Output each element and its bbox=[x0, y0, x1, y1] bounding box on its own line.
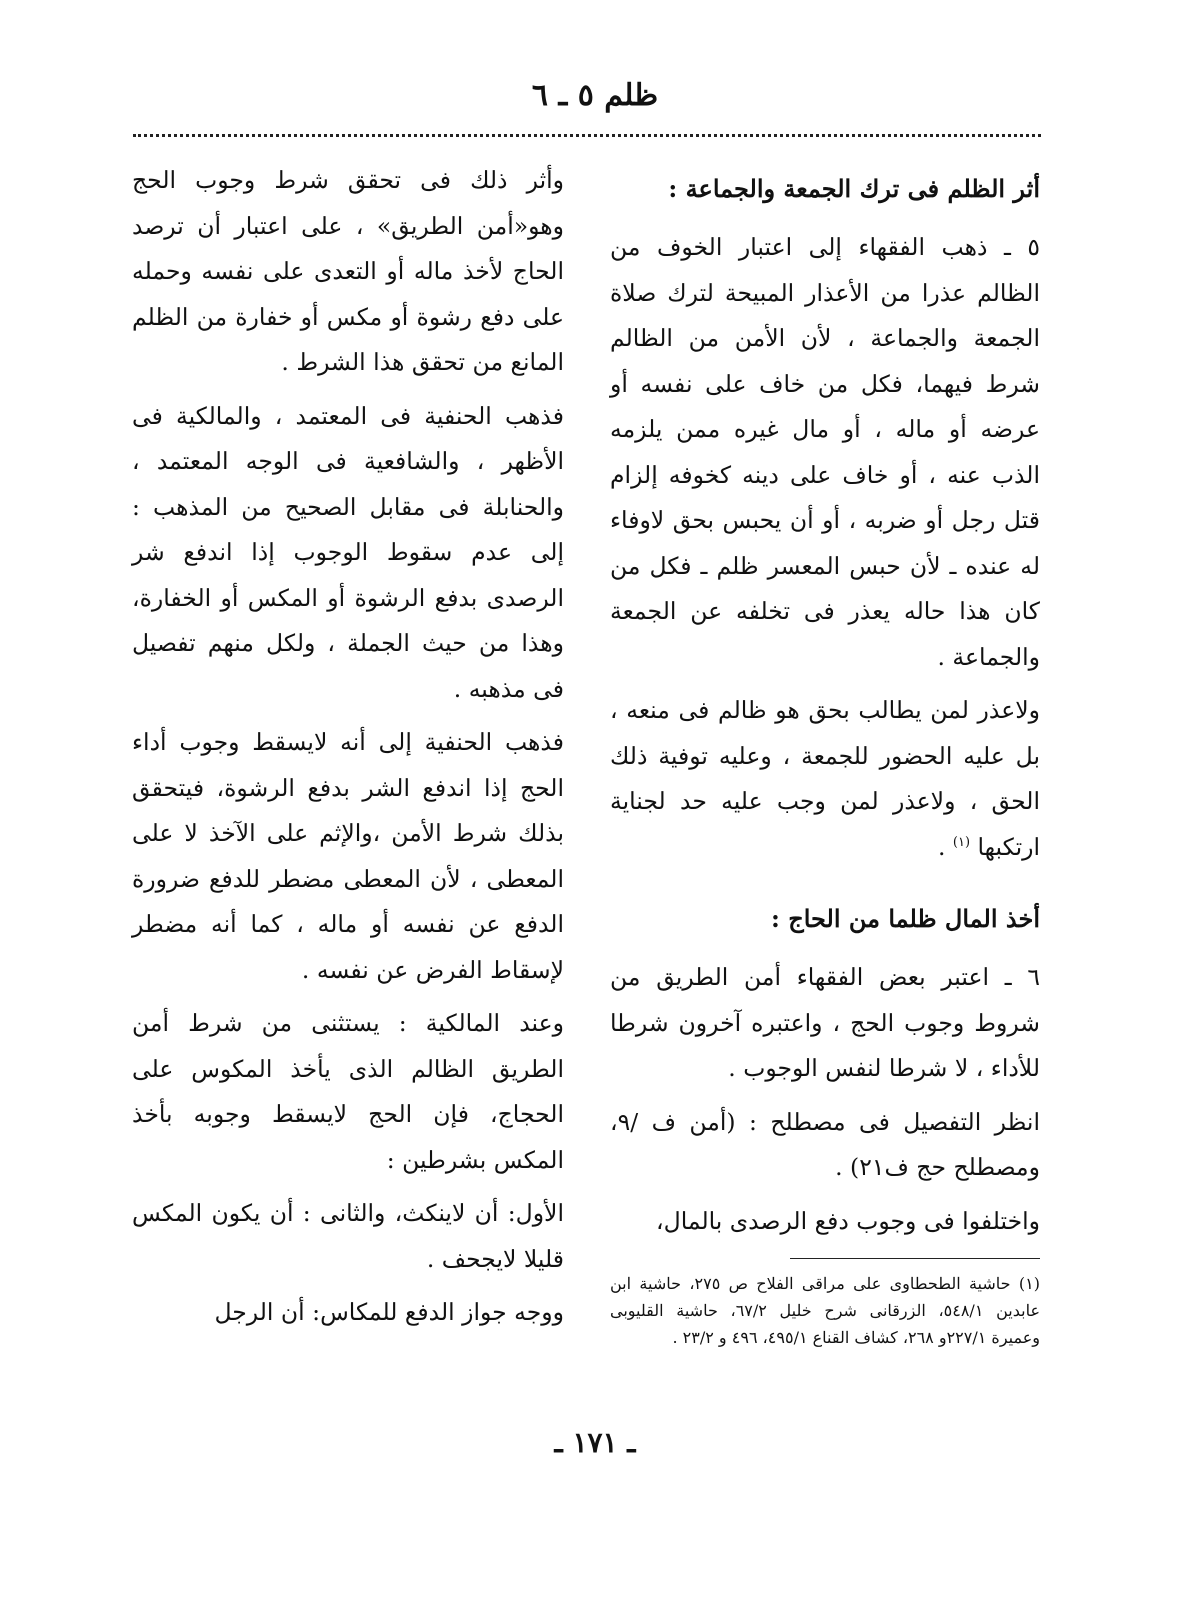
page-number: ـ ١٧١ ـ bbox=[554, 1426, 636, 1459]
paragraph-maliki: وعند المالكية : يستثنى من شرط أمن الطريق الظالم الذى يأخذ المكوس على الحجاج، فإن الحج لايسقط وجوبه بأخذ المكس بشرطين : bbox=[132, 1009, 564, 1174]
paragraph-6: ٦ ـ اعتبر بعض الفقهاء أمن الطريق من شروط وجوب الحج ، واعتبره آخرون شرطا للأداء ، لا شرطا لنفس الوجوب . bbox=[610, 963, 1040, 1082]
paragraph-hanafi: فذهب الحنفية إلى أنه لايسقط وجوب أداء الحج إذا اندفع الشر بدفع الرشوة، فيتحقق بذلك شرط الأمن ،والإثم على الآخذ لا على المعطى ، لأن المعطى مضطر للدفع ضرورة الدفع عن نفسه أو ماله ، كما أنه مضطر لإسقاط الفرض عن نفسه . bbox=[132, 728, 564, 984]
footnote-ref-1[interactable]: (١) bbox=[952, 834, 971, 850]
section-heading-pilgrim-money: أخذ المال ظلما من الحاج : bbox=[771, 904, 1040, 933]
paragraph-conditions: الأول: أن لاينكث، والثانى : أن يكون المكس قليلا لايجحف . bbox=[132, 1199, 564, 1273]
paragraph-see-terms: انظر التفصيل فى مصطلح : (أمن ف /٩، ومصطلح حج ف٢١) . bbox=[610, 1107, 1041, 1181]
paragraph-5: ٥ ـ ذهب الفقهاء إلى اعتبار الخوف من الظالم عذرا من الأعذار المبيحة لترك صلاة الجمعة والجماعة ، لأن الأمن من الظالم شرط فيهما، فكل من خاف على نفسه أو عرضه أو ماله ، أو مال غيره ممن يلزمه الذب عنه ، أو خاف على دينه كخوفه إلزام قتل رجل أو ضربه ، أو أن يحبس بحق لاوفاء له عنده ـ لأن حبس المعسر ظلم ـ فكل من كان هذا حاله يعذر فى تخلفه عن الجمعة والجماعة . bbox=[610, 233, 1041, 671]
running-header: ظلم ٥ ـ ٦ bbox=[531, 78, 659, 113]
paragraph-disagreement: واختلفوا فى وجوب دفع الرصدى بالمال، bbox=[656, 1206, 1040, 1235]
paragraph-justification: ووجه جواز الدفع للمكاس: أن الرجل bbox=[214, 1298, 564, 1326]
paragraph-no-excuse-text: ولاعذر لمن يطالب بحق هو ظالم فى منعه ، بل عليه الحضور للجمعة ، وعليه توفية ذلك الحق ، ولاعذر لمن وجب عليه حد لجناية ارتكبها bbox=[610, 696, 1040, 861]
left-column bbox=[132, 158, 564, 1344]
footnote: (١) حاشية الطحطاوى على مراقى الفلاح ص ٢٧٥، حاشية ابن عابدين ٥٤٨/١، الزرقانى شرح خليل ٦٧/٢، حاشية القليوبى وعميرة ٢٢٧/١و ٢٦٨، كشاف القناع ٤٩٥/١، ٤٩٦ و ٢٣/٢ . bbox=[610, 1274, 1040, 1347]
right-column bbox=[610, 158, 1040, 1252]
paragraph-no-excuse bbox=[610, 688, 1040, 870]
footnote-rule bbox=[790, 1258, 1040, 1259]
header-dotted-rule bbox=[133, 134, 1041, 137]
paragraph-schools: فذهب الحنفية فى المعتمد ، والمالكية فى الأظهر ، والشافعية فى الوجه المعتمد ، والحنابلة فى مقابل الصحيح من المذهب : إلى عدم سقوط الوجوب إذا اندفع شر الرصدى بدفع الرشوة أو المكس أو الخفارة، وهذا من حيث الجملة ، ولكل منهم تفصيل فى مذهبه . bbox=[132, 401, 564, 703]
paragraph-effect: وأثر ذلك فى تحقق شرط وجوب الحج وهو«أمن الطريق» ، على اعتبار أن ترصد الحاج لأخذ ماله أو التعدى على نفسه وحمله على دفع رشوة أو مكس أو خفارة من الظلم المانع من تحقق هذا الشرط . bbox=[132, 166, 564, 376]
paragraph-no-excuse-end: . bbox=[937, 832, 953, 861]
section-heading-friday-prayer: أثر الظلم فى ترك الجمعة والجماعة : bbox=[668, 174, 1040, 203]
